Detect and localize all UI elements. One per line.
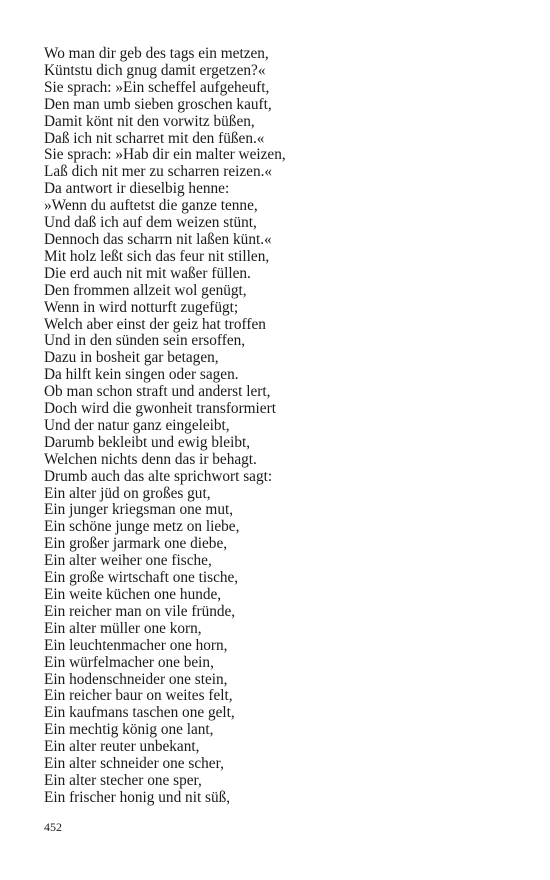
poem-line: Ein alter weiher one fische, xyxy=(44,552,212,570)
poem-line: Ein weite küchen one hunde, xyxy=(44,586,222,603)
poem-line: Laß dich nit mer zu scharren reizen.« xyxy=(44,163,273,181)
poem-line: Ein alter reuter unbekant, xyxy=(44,738,200,756)
poem-line: Und in den sünden sein ersoffen, xyxy=(44,332,246,350)
poem-line: Sie sprach: »Hab dir ein malter weizen, xyxy=(44,146,286,164)
poem-line: »Wenn du auftetst die ganze tenne, xyxy=(44,197,258,215)
poem-line: Ein leuchtenmacher one horn, xyxy=(44,636,228,654)
poem-line: Dennoch das scharrn nit laßen künt.« xyxy=(44,230,272,248)
poem-line: Ein würfelmacher one bein, xyxy=(44,653,214,671)
poem-line: Ein alter jüd on großes gut, xyxy=(44,484,211,502)
poem-line: Und der natur ganz eingeleibt, xyxy=(44,416,230,434)
poem-line: Küntstu dich gnug damit ergetzen?« xyxy=(44,61,266,79)
poem-line: Ein frischer honig und nit süß, xyxy=(44,788,231,806)
poem-line: Ein reicher baur on weites felt, xyxy=(44,687,233,705)
poem-line: Ein schöne junge metz on liebe, xyxy=(44,518,240,536)
poem-line: Den frommen allzeit wol genügt, xyxy=(44,281,247,299)
poem-line: Ein großer jarmark one diebe, xyxy=(44,535,228,553)
poem-line: Welchen nichts denn das ir behagt. xyxy=(44,450,257,468)
poem-line: Daß ich nit scharret mit den füßen.« xyxy=(44,129,265,147)
poem-line: Ein junger kriegsman one mut, xyxy=(44,501,234,519)
poem-line: Ein reicher man on vile fründe, xyxy=(44,602,236,620)
poem-line: Ein hodenschneider one stein, xyxy=(44,670,228,688)
page-number: 452 xyxy=(44,820,62,834)
poem-line: Damit könt nit den vorwitz büßen, xyxy=(44,112,255,130)
poem-text xyxy=(44,46,286,807)
poem-line: Ein alter schneider one scher, xyxy=(44,755,224,773)
poem-line: Da hilft kein singen oder sagen. xyxy=(44,366,239,384)
poem-line: Sie sprach: »Ein scheffel aufgeheuft, xyxy=(44,78,270,96)
poem-line: Wo man dir geb des tags ein metzen, xyxy=(44,45,269,62)
poem-line: Mit holz leßt sich das feur nit stillen, xyxy=(44,247,270,265)
poem-line: Darumb bekleibt und ewig bleibt, xyxy=(44,433,251,451)
poem-line: Wenn in wird notturft zugefügt; xyxy=(44,298,239,316)
poem-line: Dazu in bosheit gar betagen, xyxy=(44,349,219,367)
poem-line: Ein kaufmans taschen one gelt, xyxy=(44,704,235,722)
poem-line: Den man umb sieben groschen kauft, xyxy=(44,95,272,113)
poem-line: Ein mechtig könig one lant, xyxy=(44,721,214,739)
poem-line: Ein große wirtschaft one tische, xyxy=(44,569,239,587)
poem-line: Da antwort ir dieselbig henne: xyxy=(44,180,230,198)
poem-line: Ob man schon straft und anderst lert, xyxy=(44,383,271,401)
poem-line: Welch aber einst der geiz hat troffen xyxy=(44,315,266,333)
poem-line: Ein alter müller one korn, xyxy=(44,619,202,637)
poem-line: Drumb auch das alte sprichwort sagt: xyxy=(44,467,273,485)
poem-line: Und daß ich auf dem weizen stünt, xyxy=(44,214,257,232)
poem-line: Ein alter stecher one sper, xyxy=(44,771,202,789)
poem-line: Doch wird die gwonheit transformiert xyxy=(44,400,276,418)
poem-line: Die erd auch nit mit waßer füllen. xyxy=(44,264,251,282)
